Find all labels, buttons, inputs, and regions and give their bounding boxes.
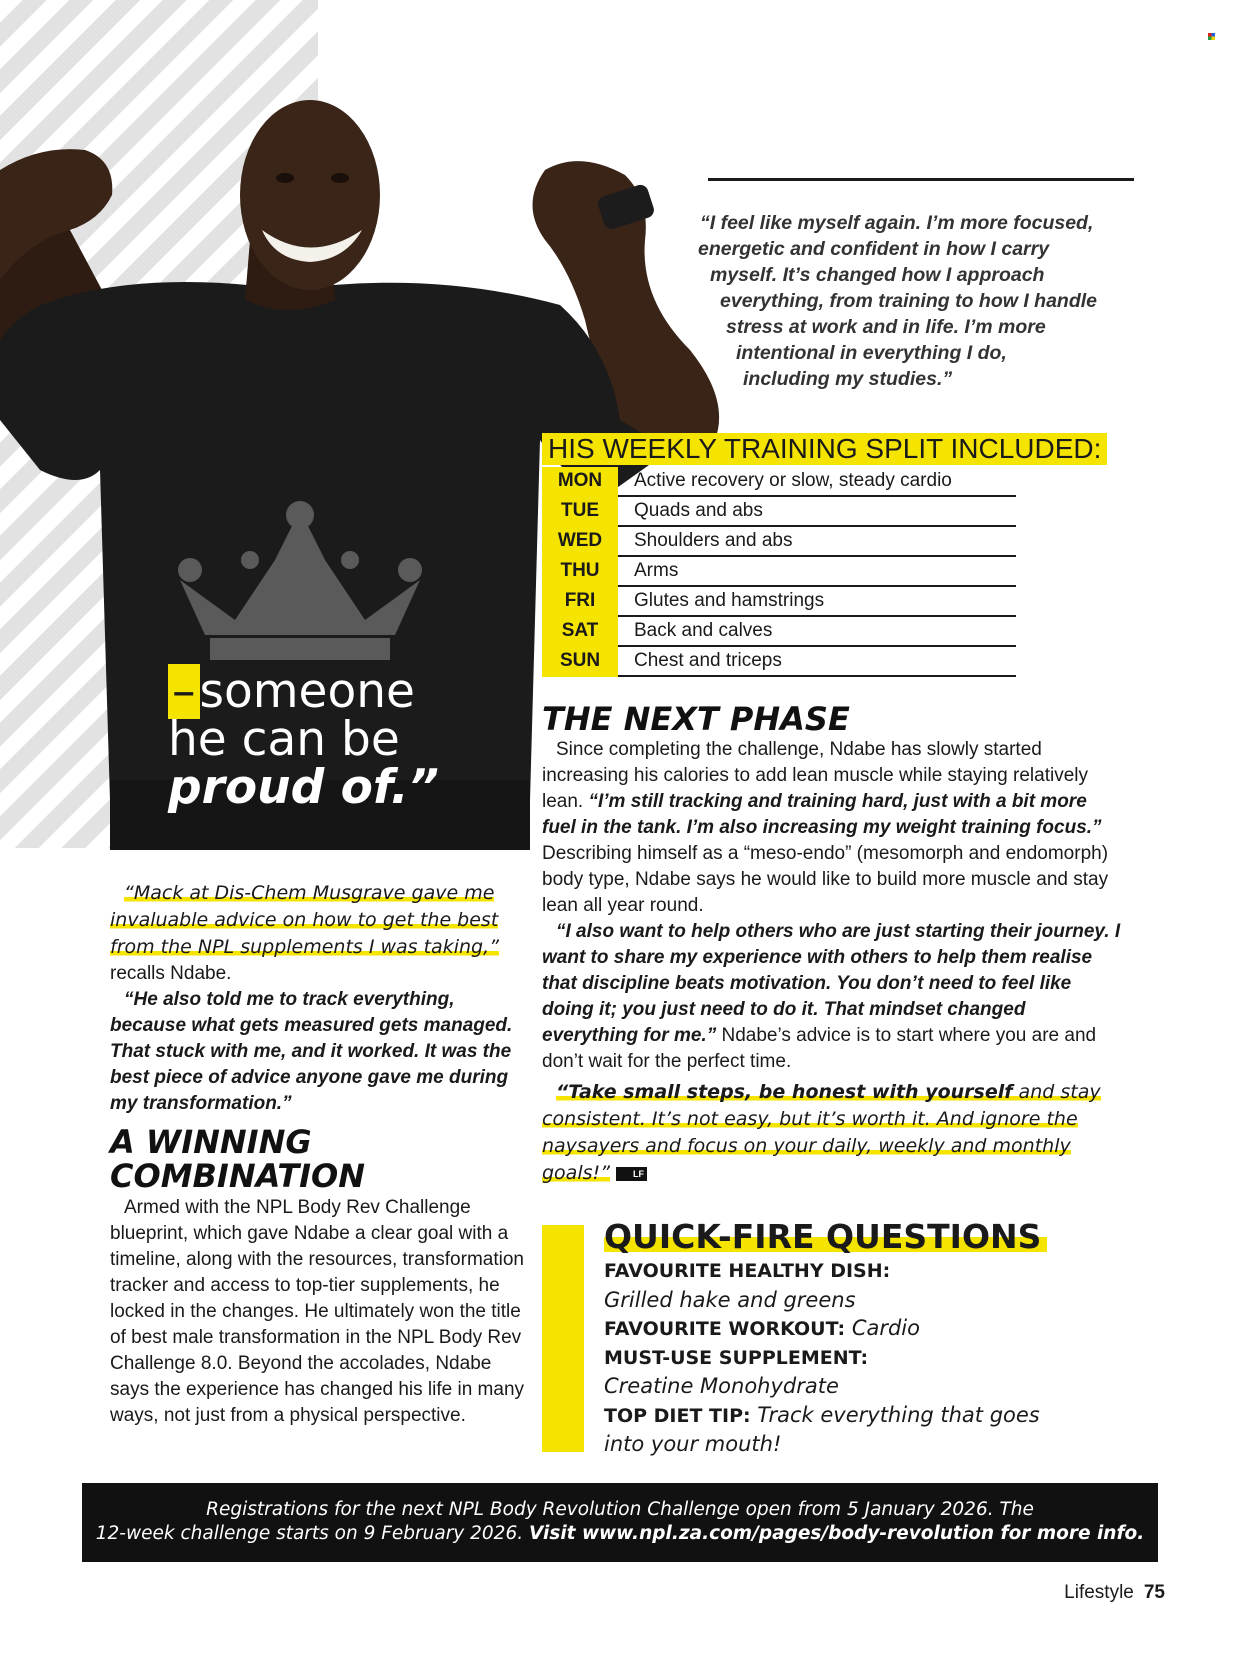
page-number: 75	[1143, 1582, 1165, 1603]
advice-attribution: recalls Ndabe.	[110, 963, 232, 984]
track-quote: “He also told me to track everything, because what gets measured gets managed. That stuck with me, and it worked. It was the best piece of advice anyone gave me during my transformation.”	[110, 989, 513, 1114]
quick-fire-answers	[604, 1257, 1044, 1460]
table-row	[542, 467, 1016, 497]
top-quote-line: including my studies.”	[743, 368, 953, 390]
workout-label: FAVOURITE WORKOUT:	[604, 1318, 846, 1340]
color-registration-mark	[1208, 33, 1215, 40]
day-cell: SAT	[542, 617, 618, 647]
winning-combination-heading	[110, 1125, 365, 1193]
top-quote-line: stress at work and in life. I’m more	[726, 316, 1046, 338]
next-phase-body	[542, 737, 1125, 1187]
pull-quote	[168, 664, 498, 815]
heading-line: A WINNING	[110, 1123, 312, 1161]
quick-fire-accent-bar	[542, 1225, 584, 1452]
day-cell: WED	[542, 527, 618, 557]
activity-cell: Shoulders and abs	[634, 530, 793, 551]
supplement-value: Creatine Monohydrate	[604, 1374, 839, 1398]
dish-value: Grilled hake and greens	[604, 1287, 856, 1312]
heading-line: COMBINATION	[110, 1157, 366, 1195]
next-phase-text: Ndabe’s advice is to start where you are and don’t wait for the perfect time.	[542, 1025, 1097, 1072]
section-name: Lifestyle	[1064, 1582, 1134, 1603]
page-footer	[1064, 1582, 1165, 1604]
next-phase-quote: “I also want to help others who are just starting their journey. I want to share my experience with others to help them realise that discipline beats motivation. You don’t need to feel like doing it; you just need to do it. That mindset changed everything for me.”	[542, 921, 1121, 1046]
pull-quote-line-1: someone	[199, 664, 415, 719]
pull-quote-line-2: he can be	[168, 712, 400, 767]
supplement-label: MUST-USE SUPPLEMENT:	[604, 1346, 869, 1369]
top-quote-line: intentional in everything I do,	[736, 342, 1007, 364]
banner-line-1: Registrations for the next NPL Body Revolution Challenge open from 5 January 2026. The	[206, 1499, 1034, 1520]
banner-link-text[interactable]: Visit www.npl.za.com/pages/body-revolution for more info.	[528, 1523, 1145, 1544]
next-phase-text: Since completing the challenge, Ndabe has slowly started increasing his calories to add lean muscle while staying relatively lean.	[542, 739, 1088, 812]
next-phase-heading: THE NEXT PHASE	[542, 700, 850, 738]
next-phase-quote: “I’m still tracking and training hard, just with a bit more fuel in the tank. I’m also increasing my weight training focus.”	[542, 791, 1102, 838]
table-row	[542, 587, 1016, 617]
training-split-title: HIS WEEKLY TRAINING SPLIT INCLUDED:	[542, 433, 1107, 465]
day-cell: FRI	[542, 587, 618, 617]
activity-cell: Arms	[634, 560, 679, 581]
table-row	[542, 557, 1016, 587]
dish-label: FAVOURITE HEALTHY DISH:	[604, 1260, 891, 1282]
left-column-quotes	[110, 880, 525, 1117]
top-quote-line: energetic and confident in how I carry	[698, 238, 1050, 260]
end-mark: LF	[616, 1167, 647, 1181]
table-row	[542, 617, 1016, 647]
top-quote-line: “I feel like myself again. I’m more focused,	[700, 212, 1094, 234]
day-cell: MON	[542, 467, 618, 497]
next-phase-text: Describing himself as a “meso-endo” (mesomorph and endomorph) body type, Ndabe says he would like to build more muscle and stay lean all year round.	[542, 843, 1109, 916]
table-row	[542, 527, 1016, 557]
day-cell: TUE	[542, 497, 618, 527]
registration-banner	[82, 1483, 1158, 1562]
tip-label: TOP DIET TIP:	[604, 1404, 751, 1427]
activity-cell: Chest and triceps	[634, 650, 782, 671]
banner-line-2: 12-week challenge starts on 9 February 2026.	[95, 1523, 529, 1544]
quote-divider	[708, 178, 1134, 181]
closing-quote-bold: “Take small steps, be honest with yourself	[556, 1081, 1013, 1103]
activity-cell: Active recovery or slow, steady cardio	[634, 470, 952, 491]
table-row	[542, 497, 1016, 527]
activity-cell: Quads and abs	[634, 500, 763, 521]
activity-cell: Back and calves	[634, 620, 773, 641]
workout-value: Cardio	[845, 1316, 920, 1340]
tip-value: Track everything that goes into your mouth!	[604, 1402, 1040, 1456]
top-quote	[700, 210, 1140, 392]
training-split-table	[542, 467, 1016, 677]
activity-cell: Glutes and hamstrings	[634, 590, 825, 611]
pull-quote-line-3: proud of.”	[168, 760, 439, 815]
top-quote-line: everything, from training to how I handle	[720, 290, 1098, 312]
quick-fire-title: QUICK-FIRE QUESTIONS	[604, 1218, 1047, 1256]
advice-quote: “Mack at Dis-Chem Musgrave gave me invaluable advice on how to get the best from the NPL supplements I was taking,”	[110, 882, 499, 958]
table-row	[542, 647, 1016, 677]
pull-quote-dash: –	[168, 664, 200, 719]
closing-quote: and stay consistent. It’s not easy, but it’s worth it. And ignore the naysayers and focus on your daily, weekly and monthly goals!”	[542, 1081, 1101, 1184]
top-quote-line: myself. It’s changed how I approach	[710, 264, 1045, 286]
winning-combination-body: Armed with the NPL Body Rev Challenge blueprint, which gave Ndabe a clear goal with a timeline, along with the resources, transformation tracker and access to top-tier supplements, he locked in the changes. He ultimately won the title of best male transformation in the NPL Body Rev Challenge 8.0. Beyond the accolades, Ndabe says the experience has changed his life in many ways, not just from a physical perspective.	[110, 1197, 525, 1426]
day-cell: THU	[542, 557, 618, 587]
day-cell: SUN	[542, 647, 618, 677]
